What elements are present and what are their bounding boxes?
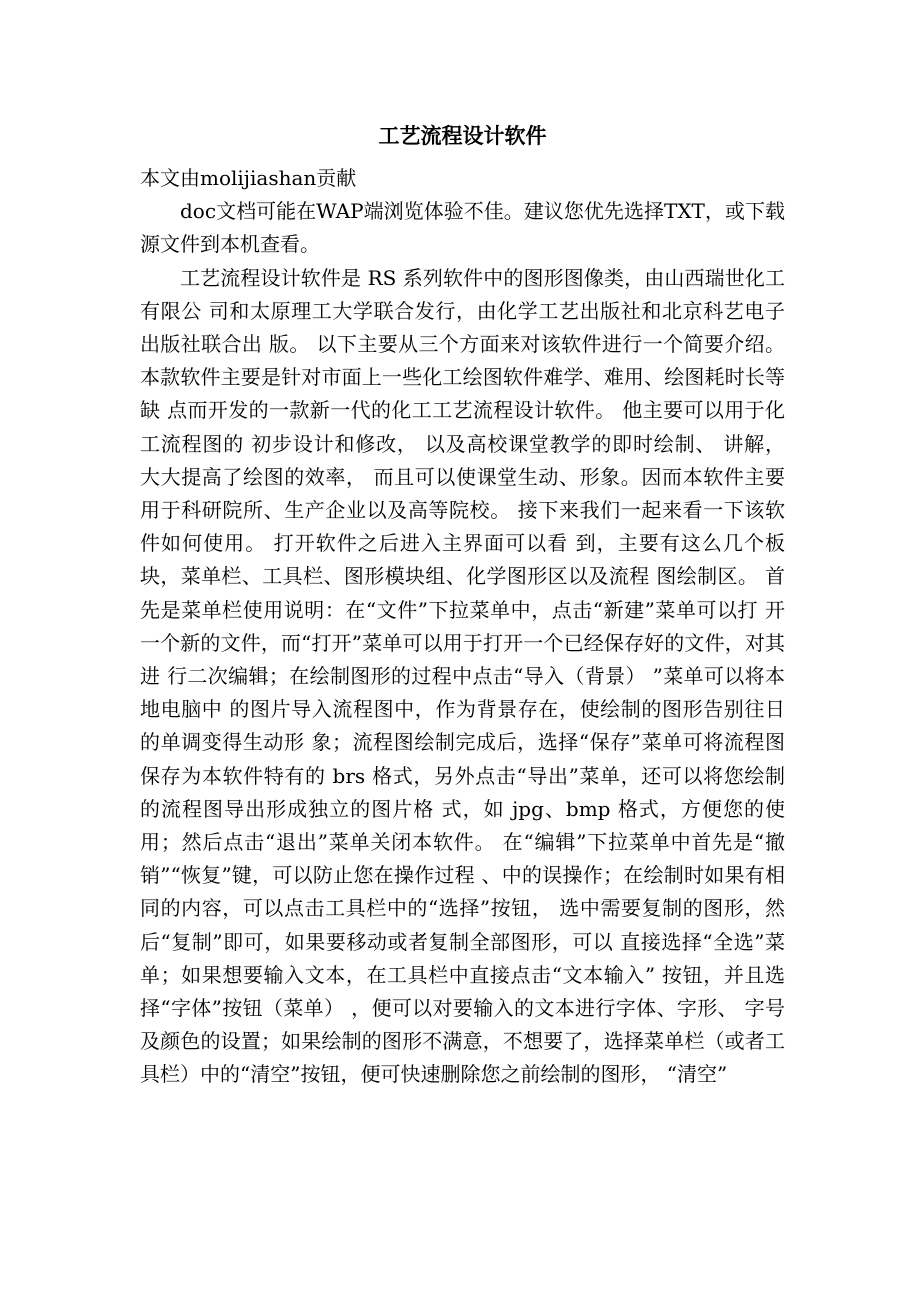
document-byline: 本文由molijiashan贡献 — [140, 166, 357, 190]
paragraph-notice: doc文档可能在WAP端浏览体验不佳。建议您优先选择TXT，或下载源文件到本机查看。 — [140, 199, 785, 257]
paragraph-main: 工艺流程设计软件是 RS 系列软件中的图形图像类，由山西瑞世化工有限公 司和太原理工大学联合发行，由化学工艺出版社和北京科艺电子出版社联合出 版。 以下主要从三个方面来对该软件进行一个简要介绍。 本款软件主要是针对市面上一些化工绘图软件难学、难用、绘图耗时长等缺 点而开发的一款新一代的化工工艺流程设计软件。 他主要可以用于化工流程图的 初步设计和修改， 以及高校课堂教学的即时绘制、 讲解， 大大提高了绘图的效率， 而且可以使课堂生动、形象。因而本软件主要用于科研院所、生产企业以及高等院校。 接下来我们一起来看一下该软件如何使用。 打开软件之后进入主界面可以看 到，主要有这么几个板块，菜单栏、工具栏、图形模块组、化学图形区以及流程 图绘制区。 首先是菜单栏使用说明：在“文件”下拉菜单中，点击“新建”菜单可以打 开一个新的文件，而“打开”菜单可以用于打开一个已经保存好的文件，对其进 行二次编辑；在绘制图形的过程中点击“导入（背景） ”菜单可以将本地电脑中 的图片导入流程图中，作为背景存在，使绘制的图形告别往日的单调变得生动形 象；流程图绘制完成后，选择“保存”菜单可将流程图保存为本软件特有的 brs 格式，另外点击“导出”菜单，还可以将您绘制的流程图导出形成独立的图片格 式，如 jpg、bmp 格式，方便您的使用；然后点击“退出”菜单关闭本软件。 在“编辑”下拉菜单中首先是“撤销”“恢复”键，可以防止您在操作过程 、中的误操作；在绘制时如果有相同的内容，可以点击工具栏中的“选择”按钮， 选中需要复制的图形，然后“复制”即可，如果要移动或者复制全部图形，可以 直接选择“全选”菜单；如果想要输入文本，在工具栏中直接点击“文本输入” 按钮，并且选择“字体”按钮（菜单） ，便可以对要输入的文本进行字体、字形、 字号及颜色的设置；如果绘制的图形不满意，不想要了，选择菜单栏（或者工具栏）中的“清空”按钮，便可快速删除您之前绘制的图形， “清空” — [140, 265, 785, 1087]
document-body — [140, 118, 785, 1092]
document-title: 工艺流程设计软件 — [378, 123, 547, 148]
